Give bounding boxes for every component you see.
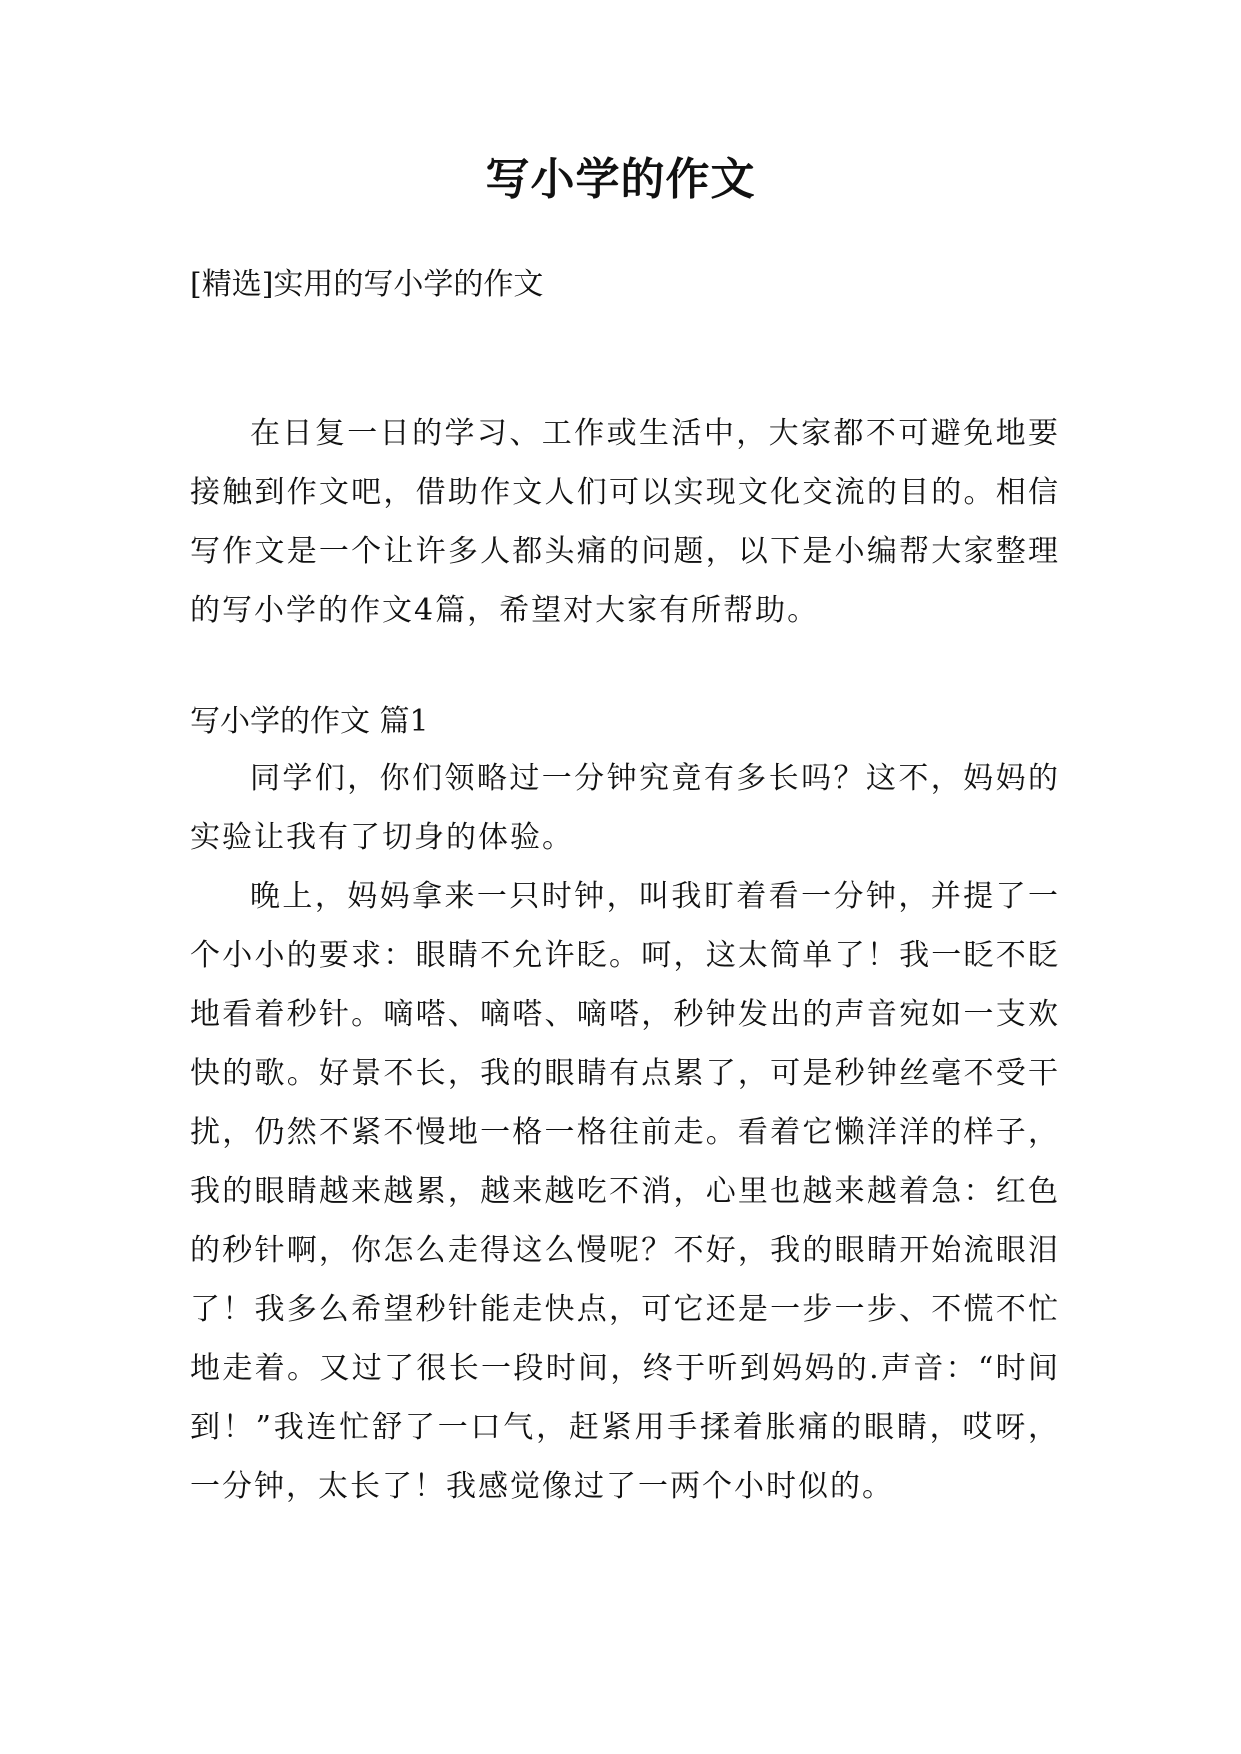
body-paragraph: 同学们，你们领略过一分钟究竟有多长吗？这不，妈妈的实验让我有了切身的体验。: [190, 761, 1060, 855]
intro-paragraph: 在日复一日的学习、工作或生活中，大家都不可避免地要接触到作文吧，借助作文人们可以实现文化交流的目的。相信写作文是一个让许多人都头痛的问题，以下是小编帮大家整理的写小学的作文4篇，希望对大家有所帮助。: [190, 416, 1060, 628]
document-subtitle: [精选]实用的写小学的作文: [190, 267, 544, 302]
document-title: 写小学的作文: [485, 154, 756, 205]
section-heading: 写小学的作文 篇1: [190, 704, 429, 739]
body-paragraph: 晚上，妈妈拿来一只时钟，叫我盯着看一分钟，并提了一个小小的要求：眼睛不允许眨。呵，这太简单了！我一眨不眨地看着秒针。嘀嗒、嘀嗒、嘀嗒，秒钟发出的声音宛如一支欢快的歌。好景不长，我的眼睛有点累了，可是秒钟丝毫不受干扰，仍然不紧不慢地一格一格往前走。看着它懒洋洋的样子，我的眼睛越来越累，越来越吃不消，心里也越来越着急：红色的秒针啊，你怎么走得这么慢呢？不好，我的眼睛开始流眼泪了！我多么希望秒针能走快点，可它还是一步一步、不慌不忙地走着。又过了很长一段时间，终于听到妈妈的.声音：“时间到！”我连忙舒了一口气，赶紧用手揉着胀痛的眼睛，哎呀，一分钟，太长了！我感觉像过了一两个小时似的。: [190, 879, 1060, 1504]
